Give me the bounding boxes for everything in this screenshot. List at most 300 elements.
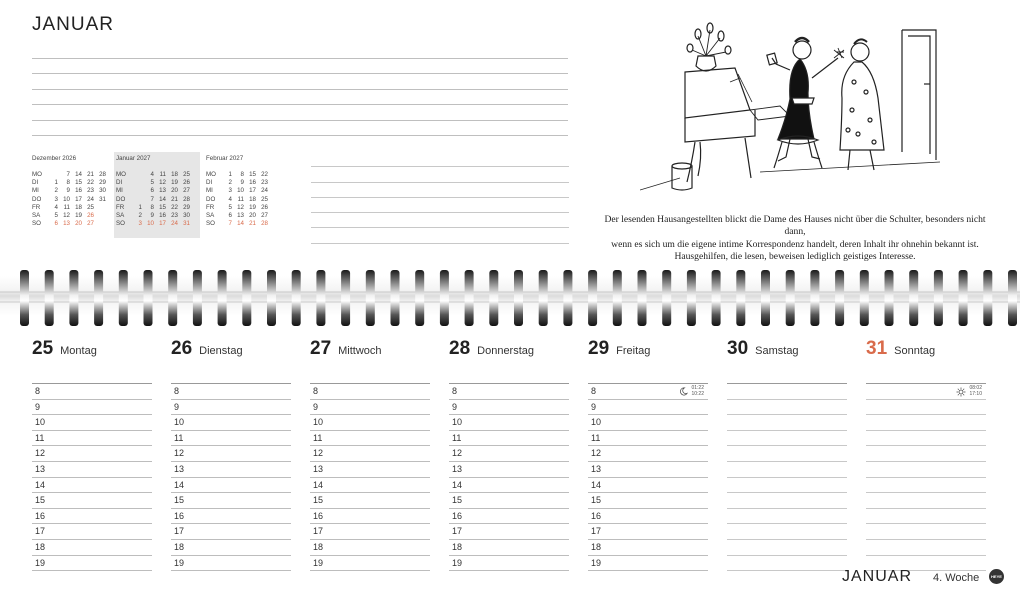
calendar-date: 9 (150, 211, 154, 219)
calendar-date: 15 (249, 171, 256, 178)
day-number: 25 (32, 338, 54, 359)
hour-row[interactable]: 18 (449, 540, 569, 556)
day-number: 31 (866, 338, 888, 359)
spiral-ring (712, 270, 721, 326)
calendar-date: 20 (171, 187, 178, 195)
weekday-label: MI (32, 187, 39, 195)
note-line (311, 213, 569, 228)
spiral-ring (242, 270, 251, 326)
day-name: Sonntag (894, 345, 936, 357)
calendar-date: 29 (183, 203, 190, 211)
calendar-date: 8 (150, 203, 154, 211)
spiral-ring (94, 270, 103, 326)
hour-row[interactable]: 19 (32, 556, 152, 572)
spiral-ring (20, 270, 29, 326)
calendar-date: 26 (183, 179, 190, 187)
hour-row[interactable] (727, 384, 847, 400)
calendar-date: 28 (183, 195, 190, 203)
sunrise-time: 08:02 (969, 385, 982, 391)
calendar-date: 5 (228, 203, 232, 211)
hour-row[interactable]: 17 (171, 524, 291, 540)
spiral-ring (144, 270, 153, 326)
calendar-date: 7 (150, 195, 154, 203)
calendar-date: 5 (150, 179, 154, 187)
hour-row[interactable]: 9 (32, 400, 152, 416)
spiral-ring (415, 270, 424, 326)
calendar-date: 23 (87, 187, 94, 195)
day-number: 30 (727, 338, 749, 359)
calendar-date: 25 (183, 171, 190, 178)
month-title: JANUAR (32, 14, 115, 35)
calendar-date (268, 204, 280, 212)
sunset-time: 17:10 (969, 390, 982, 397)
mini-calendar-row (116, 179, 198, 187)
hour-row[interactable]: 11 (32, 431, 152, 447)
hour-row[interactable]: 15 (171, 493, 291, 509)
hour-row[interactable]: 8 (310, 384, 430, 400)
hour-row[interactable]: 18 (32, 540, 152, 556)
calendar-date: 6 (228, 211, 232, 219)
calendar-date: 3 (54, 195, 58, 203)
hour-row[interactable]: 17 (588, 524, 708, 540)
hour-list (171, 383, 291, 571)
hour-row[interactable]: 11 (310, 431, 430, 447)
weekday-label: DO (116, 195, 126, 203)
calendar-date: 8 (240, 171, 244, 178)
hour-list (32, 383, 152, 571)
calendar-date (130, 196, 142, 204)
calendar-date: 24 (261, 187, 268, 195)
calendar-date: 20 (75, 220, 82, 228)
spiral-ring (786, 270, 795, 326)
note-line (32, 121, 568, 137)
hour-row[interactable]: 12 (310, 446, 430, 462)
day-thursday (449, 338, 569, 568)
note-line (32, 74, 568, 90)
spiral-ring (909, 270, 918, 326)
calendar-date: 27 (261, 211, 268, 219)
mini-calendar-row (32, 220, 114, 228)
day-name: Samstag (755, 345, 799, 357)
calendar-date: 31 (99, 195, 106, 203)
mini-calendar-row (116, 196, 198, 204)
cartoon-illustration (640, 22, 940, 202)
day-header (588, 338, 708, 364)
hour-row[interactable] (727, 400, 847, 416)
mini-calendar-row (32, 204, 114, 212)
weekday-label: FR (32, 203, 41, 211)
hour-row[interactable]: 17 (32, 524, 152, 540)
day-wednesday (310, 338, 430, 568)
hour-row[interactable]: 14 (449, 478, 569, 494)
spiral-ring (563, 270, 572, 326)
mini-calendar-row (32, 187, 114, 195)
hour-row[interactable] (727, 415, 847, 431)
hour-row[interactable] (866, 524, 986, 540)
weekday-label: DI (116, 179, 123, 187)
hour-row[interactable] (866, 462, 986, 478)
hour-row[interactable]: 15 (32, 493, 152, 509)
hour-row[interactable] (727, 540, 847, 556)
calendar-date: 30 (99, 187, 106, 195)
hour-row[interactable] (727, 556, 847, 572)
weekday-label: FR (206, 203, 215, 211)
spiral-ring (662, 270, 671, 326)
spiral-ring (638, 270, 647, 326)
hour-row[interactable] (866, 446, 986, 462)
hour-row[interactable]: 12 (588, 446, 708, 462)
day-friday (588, 338, 708, 568)
calendar-date: 13 (63, 220, 70, 228)
hour-row[interactable]: 14 (171, 478, 291, 494)
hour-row[interactable]: 18 (171, 540, 291, 556)
calendar-date: 9 (240, 179, 244, 187)
day-header (32, 338, 152, 364)
calendar-date: 12 (237, 203, 244, 211)
weekday-label: SA (116, 211, 125, 219)
spiral-ring (885, 270, 894, 326)
hour-row[interactable] (727, 478, 847, 494)
calendar-date (94, 204, 106, 212)
sun-times (956, 386, 982, 397)
calendar-date: 24 (171, 220, 178, 228)
spiral-ring (292, 270, 301, 326)
spiral-ring (316, 270, 325, 326)
moon-phase (679, 386, 704, 397)
heye-logo: HEYE (989, 569, 1004, 584)
mini-calendar-row (206, 196, 288, 204)
calendar-date: 18 (171, 171, 178, 178)
hour-row[interactable]: 9 (171, 400, 291, 416)
calendar-date: 27 (183, 187, 190, 195)
weekday-label: DI (206, 179, 213, 187)
hour-row[interactable]: 10 (171, 415, 291, 431)
day-name: Dienstag (199, 345, 243, 357)
calendar-date (268, 171, 280, 179)
hour-row[interactable]: 15 (588, 493, 708, 509)
spiral-ring (440, 270, 449, 326)
hour-row[interactable] (866, 415, 986, 431)
hour-list (727, 383, 847, 571)
calendar-date: 18 (249, 195, 256, 203)
spiral-ring (489, 270, 498, 326)
calendar-date: 21 (87, 171, 94, 178)
hour-row[interactable]: 16 (32, 509, 152, 525)
mini-calendar-row (206, 187, 288, 195)
calendar-date: 14 (75, 171, 82, 178)
mini-calendar-row (116, 187, 198, 195)
note-line (311, 228, 569, 243)
note-line (311, 167, 569, 182)
day-number: 26 (171, 338, 193, 359)
mini-calendar-title: Dezember 2026 (32, 155, 77, 162)
mini-calendar-february (204, 152, 290, 238)
calendar-date: 25 (87, 203, 94, 211)
hour-row[interactable]: 14 (32, 478, 152, 494)
hour-row[interactable]: 9 (588, 400, 708, 416)
calendar-date: 7 (66, 171, 70, 178)
calendar-date: 4 (54, 203, 58, 211)
calendar-date: 23 (261, 179, 268, 187)
hour-row[interactable]: 8 (32, 384, 152, 400)
hour-row[interactable]: 19 (449, 556, 569, 572)
calendar-date (268, 187, 280, 195)
mini-calendar-row (32, 196, 114, 204)
hour-row[interactable] (727, 431, 847, 447)
hour-row[interactable]: 10 (310, 415, 430, 431)
calendar-date: 3 (138, 220, 142, 228)
calendar-date: 23 (171, 211, 178, 219)
calendar-date: 14 (237, 220, 244, 228)
mini-calendar-row (206, 204, 288, 212)
calendar-date: 28 (99, 171, 106, 178)
weekday-label: FR (116, 203, 125, 211)
mini-calendar-title: Januar 2027 (116, 155, 151, 162)
mini-calendar-row (116, 212, 198, 220)
calendar-date: 19 (249, 203, 256, 211)
hour-row[interactable]: 14 (588, 478, 708, 494)
spiral-ring (193, 270, 202, 326)
hour-row[interactable]: 18 (588, 540, 708, 556)
calendar-date: 24 (87, 195, 94, 203)
hour-row[interactable]: 10 (588, 415, 708, 431)
calendar-date (268, 220, 280, 228)
hour-row[interactable]: 13 (449, 462, 569, 478)
calendar-date: 10 (237, 187, 244, 195)
hour-row[interactable] (866, 493, 986, 509)
calendar-date: 22 (171, 203, 178, 211)
calendar-date: 15 (159, 203, 166, 211)
mini-calendar-december (30, 152, 116, 238)
mini-calendars (30, 152, 286, 238)
day-header (727, 338, 847, 364)
calendar-date (130, 187, 142, 195)
moon-set-time: 10:22 (691, 390, 704, 397)
calendar-date: 17 (249, 187, 256, 195)
calendar-date: 3 (228, 187, 232, 195)
hour-row[interactable]: 14 (310, 478, 430, 494)
spiral-ring (539, 270, 548, 326)
weekday-label: MO (206, 171, 216, 178)
hour-row[interactable]: 15 (310, 493, 430, 509)
calendar-date (130, 171, 142, 179)
spiral-ring (119, 270, 128, 326)
hour-row[interactable]: 11 (171, 431, 291, 447)
hour-row[interactable]: 19 (588, 556, 708, 572)
calendar-date: 16 (75, 187, 82, 195)
hour-row[interactable]: 16 (310, 509, 430, 525)
hour-row[interactable]: 11 (449, 431, 569, 447)
mini-calendar-title: Februar 2027 (206, 155, 244, 162)
hour-list (449, 383, 569, 571)
calendar-date: 4 (228, 195, 232, 203)
calendar-date: 12 (159, 179, 166, 187)
astro-times (691, 386, 704, 397)
day-name: Freitag (616, 345, 651, 357)
spiral-ring (218, 270, 227, 326)
mini-calendar-row (206, 220, 288, 228)
hour-row[interactable]: 12 (449, 446, 569, 462)
spiral-ring (465, 270, 474, 326)
hour-row[interactable] (866, 540, 986, 556)
calendar-date: 25 (261, 195, 268, 203)
hour-row[interactable] (727, 446, 847, 462)
hour-row[interactable] (866, 400, 986, 416)
day-header (449, 338, 569, 364)
weekday-label: SO (206, 220, 215, 228)
mini-calendar-row (116, 204, 198, 212)
hour-row[interactable]: 13 (32, 462, 152, 478)
calendar-date: 20 (249, 211, 256, 219)
calendar-date (94, 212, 106, 220)
hour-row[interactable]: 19 (171, 556, 291, 572)
hour-row[interactable]: 10 (449, 415, 569, 431)
calendar-date: 13 (159, 187, 166, 195)
hour-row[interactable] (866, 478, 986, 494)
hour-row[interactable]: 9 (449, 400, 569, 416)
calendar-date: 18 (75, 203, 82, 211)
calendar-date (268, 212, 280, 220)
spiral-ring (341, 270, 350, 326)
note-line (32, 43, 568, 59)
spiral-ring (514, 270, 523, 326)
calendar-date: 1 (138, 203, 142, 211)
hour-row[interactable]: 9 (310, 400, 430, 416)
calendar-date: 11 (63, 203, 70, 211)
hour-row[interactable]: 17 (310, 524, 430, 540)
hour-row[interactable]: 17 (449, 524, 569, 540)
hour-row[interactable]: 12 (171, 446, 291, 462)
caption (600, 214, 990, 264)
calendar-date: 4 (150, 171, 154, 178)
calendar-date: 1 (228, 171, 232, 178)
hour-row[interactable]: 12 (32, 446, 152, 462)
hour-row[interactable]: 8 (171, 384, 291, 400)
spiral-ring (391, 270, 400, 326)
weekday-label: DO (206, 195, 216, 203)
note-line (32, 105, 568, 121)
astro-times (969, 386, 982, 397)
calendar-date: 26 (87, 211, 94, 219)
spiral-ring (761, 270, 770, 326)
weekday-label: MO (116, 171, 126, 178)
calendar-date: 17 (159, 220, 166, 228)
week-number: 4. Woche (933, 572, 980, 584)
moon-icon (679, 387, 688, 396)
hour-row[interactable]: 13 (588, 462, 708, 478)
moon-rise-time: 01:22 (691, 385, 704, 391)
day-monday (32, 338, 152, 568)
calendar-date: 30 (183, 211, 190, 219)
weekday-label: MI (206, 187, 213, 195)
hour-row[interactable]: 13 (310, 462, 430, 478)
calendar-date: 16 (159, 211, 166, 219)
calendar-date: 26 (261, 203, 268, 211)
weekday-label: MI (116, 187, 123, 195)
calendar-date (46, 171, 58, 179)
calendar-date: 14 (159, 195, 166, 203)
mini-calendar-january (114, 152, 200, 238)
hour-row[interactable] (866, 431, 986, 447)
calendar-date: 11 (159, 171, 166, 178)
spiral-ring (69, 270, 78, 326)
hour-row[interactable] (866, 509, 986, 525)
weekday-label: DI (32, 179, 39, 187)
hour-row[interactable]: 16 (449, 509, 569, 525)
hour-row[interactable]: 16 (171, 509, 291, 525)
spiral-ring (860, 270, 869, 326)
hour-row[interactable] (727, 509, 847, 525)
hour-list (588, 383, 708, 571)
hour-row[interactable] (727, 524, 847, 540)
weekday-label: SO (116, 220, 125, 228)
calendar-date: 2 (138, 211, 142, 219)
hour-row[interactable]: 8 (449, 384, 569, 400)
hour-row[interactable]: 10 (32, 415, 152, 431)
hour-row[interactable]: 16 (588, 509, 708, 525)
caption-line: Hausgehilfen, die lesen, beweisen lediglich geistiges Interesse. (674, 251, 916, 263)
mini-calendar-row (206, 179, 288, 187)
spiral-ring (983, 270, 992, 326)
mini-calendar-row (116, 220, 198, 228)
hour-row[interactable]: 13 (171, 462, 291, 478)
sun-icon (956, 387, 966, 397)
hour-row[interactable]: 18 (310, 540, 430, 556)
hour-row[interactable]: 15 (449, 493, 569, 509)
calendar-date: 6 (54, 220, 58, 228)
note-line (311, 152, 569, 167)
hour-row[interactable]: 19 (310, 556, 430, 572)
note-line (32, 59, 568, 75)
calendar-date: 31 (183, 220, 190, 228)
calendar-date: 29 (99, 179, 106, 187)
weekday-label: MO (32, 171, 42, 178)
note-line (32, 90, 568, 106)
day-header (171, 338, 291, 364)
spiral-ring (810, 270, 819, 326)
hour-row[interactable]: 8 (588, 384, 708, 400)
calendar-date: 16 (249, 179, 256, 187)
calendar-date: 10 (63, 195, 70, 203)
calendar-date: 6 (150, 187, 154, 195)
calendar-date: 19 (75, 211, 82, 219)
spiral-ring (687, 270, 696, 326)
day-name: Montag (60, 345, 97, 357)
calendar-date: 21 (171, 195, 178, 203)
day-name: Donnerstag (477, 345, 535, 357)
mini-calendar-row (206, 171, 288, 179)
calendar-date: 8 (66, 179, 70, 187)
day-tuesday (171, 338, 291, 568)
calendar-date: 17 (75, 195, 82, 203)
calendar-date: 2 (228, 179, 232, 187)
hour-row[interactable]: 11 (588, 431, 708, 447)
calendar-date: 13 (237, 211, 244, 219)
hour-list (866, 383, 986, 571)
spiral-ring (959, 270, 968, 326)
side-note-lines (311, 152, 569, 244)
weekday-label: DO (32, 195, 42, 203)
footer-month: JANUAR (842, 568, 913, 585)
hour-row[interactable] (727, 462, 847, 478)
day-name: Mittwoch (338, 345, 382, 357)
spiral-ring (366, 270, 375, 326)
caption-line: Der lesenden Hausangestellten blickt die Dame des Hauses nicht über die Schulter, besonders nicht dann, (604, 214, 986, 238)
mini-calendar-row (116, 171, 198, 179)
note-line (311, 183, 569, 198)
hour-row[interactable] (727, 493, 847, 509)
calendar-date: 1 (54, 179, 58, 187)
